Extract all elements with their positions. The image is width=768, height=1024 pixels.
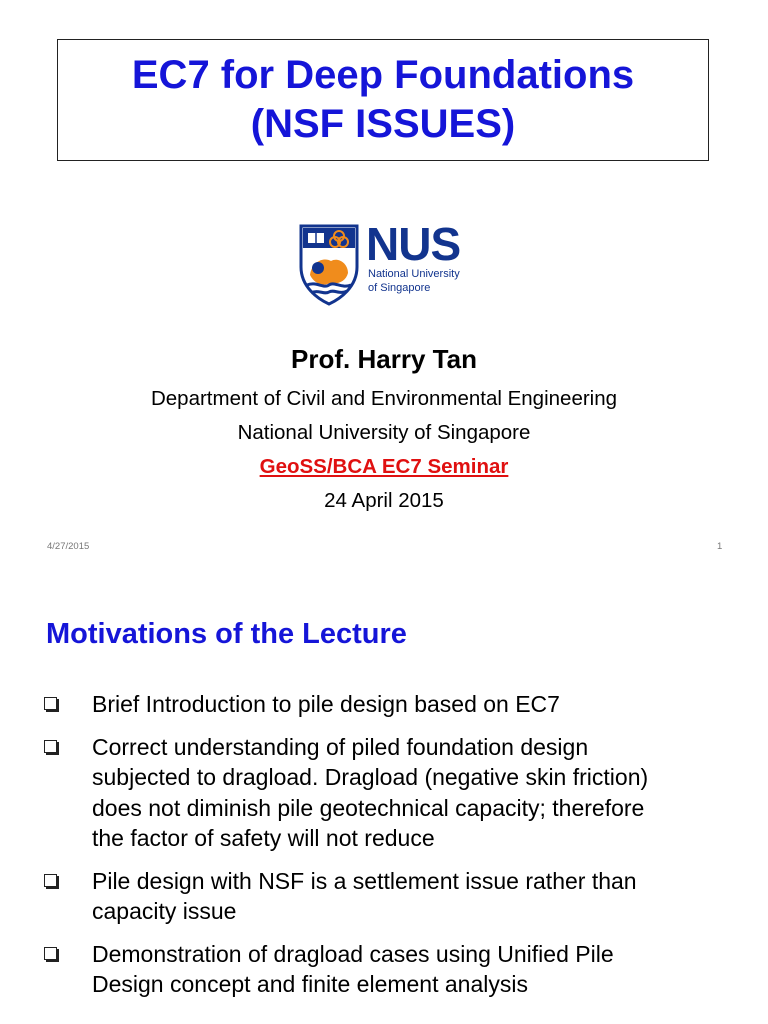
bullet-line: the factor of safety will not reduce <box>92 825 435 851</box>
checkbox-bullet-icon <box>44 740 57 753</box>
motivations-slide <box>0 575 768 1024</box>
list-item <box>44 866 764 927</box>
bullet-line: Demonstration of dragload cases using Unified Pile <box>92 940 614 967</box>
list-item <box>44 732 764 854</box>
title-box <box>57 39 709 161</box>
university: National University of Singapore <box>237 421 531 444</box>
bullet-line: does not diminish pile geotechnical capacity; therefore <box>92 794 645 821</box>
department: Department of Civil and Environmental Engineering <box>150 387 618 410</box>
presentation-date: 24 April 2015 <box>324 489 444 512</box>
bullet-list <box>44 689 764 1012</box>
checkbox-bullet-icon <box>44 697 57 710</box>
bullet-line: capacity issue <box>92 898 237 924</box>
bullet-text <box>92 939 614 1000</box>
nus-logo <box>298 218 478 307</box>
bullet-line: Brief Introduction to pile design based on EC7 <box>92 691 560 717</box>
presenter-name: Prof. Harry Tan <box>291 344 477 374</box>
nus-acronym: NUS <box>366 218 461 270</box>
bullet-text <box>92 732 648 854</box>
nus-crest-icon <box>298 223 360 307</box>
footer-date: 4/27/2015 <box>47 541 90 552</box>
slide-title-line-1: EC7 for Deep Foundations <box>131 53 635 97</box>
bullet-line: Pile design with NSF is a settlement issue rather than <box>92 867 637 894</box>
checkbox-bullet-icon <box>44 947 57 960</box>
slide-title-line-2: (NSF ISSUES) <box>250 102 516 146</box>
list-item <box>44 689 764 720</box>
bullet-line: Correct understanding of piled foundation design <box>92 733 589 760</box>
bullet-line: subjected to dragload. Dragload (negative skin friction) <box>92 764 649 790</box>
seminar-title <box>0 455 768 479</box>
bullet-text <box>92 689 560 720</box>
nus-name-line-1: National University <box>368 268 460 280</box>
checkbox-bullet-icon <box>44 874 57 887</box>
motivations-title: Motivations of the Lecture <box>46 618 407 650</box>
bullet-text <box>92 866 637 927</box>
seminar-link[interactable]: GeoSS/BCA EC7 Seminar <box>259 455 509 478</box>
nus-name-line-2: of Singapore <box>368 282 431 294</box>
list-item <box>44 939 764 1000</box>
page-number: 1 <box>717 541 723 552</box>
bullet-line: Design concept and finite element analysis <box>92 971 528 997</box>
